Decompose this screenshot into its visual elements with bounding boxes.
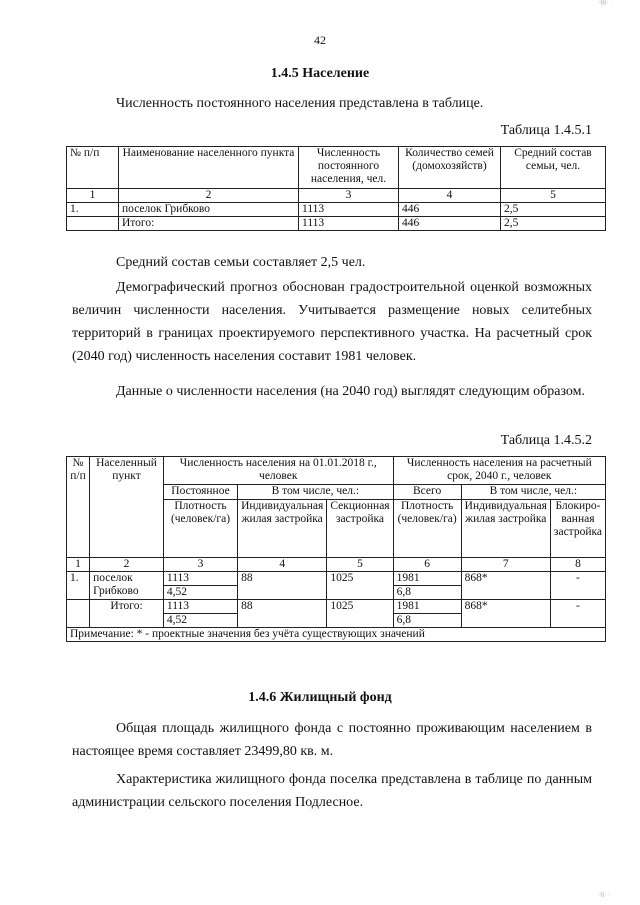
table1-header-cell: Численность постоянного населения, чел. <box>299 147 399 189</box>
table2-row <box>67 572 606 586</box>
table1-row <box>67 203 606 217</box>
population-intro: Численность постоянного населения представлена в таблице. <box>116 96 484 111</box>
housing-area-paragraph: Общая площадь жилищного фонда с постоянно проживающим населением в настоящее время составляет 23499,80 кв. м. <box>72 721 592 759</box>
table2-header-including: В том числе, чел.: <box>238 485 394 500</box>
corner-mark-top: ·(((· · <box>598 0 612 6</box>
table2-cell-pop-future: 1981 <box>393 572 461 586</box>
table2-header-row <box>67 457 606 485</box>
table2-header-individual: Индивидуальная жилая застройка <box>238 500 327 558</box>
forecast-paragraph: Демографический прогноз обоснован градостроительной оценкой возможных величин численности населения. Учитывается размещение новых селитебных территорий в границах проектируемого перспективного участка. На расчетный срок (2040 год) численность населения составит 1981 человек. <box>72 280 592 364</box>
table1-header-row <box>67 147 606 189</box>
table1-cell <box>67 217 119 231</box>
table1-cell: 1. <box>67 203 119 217</box>
table2-cell-name: поселок Грибково <box>90 572 164 600</box>
table1-cell: поселок Грибково <box>119 203 299 217</box>
table2-cell-individual-now: 88 <box>238 572 327 600</box>
table2-index-cell: 5 <box>327 558 393 572</box>
table2-header-including: В том числе, чел.: <box>461 485 605 500</box>
table1-index-cell: 5 <box>501 189 606 203</box>
corner-mark-bottom: ·((· · <box>598 892 610 898</box>
table2-header-density: Плотность (человек/га) <box>393 500 461 558</box>
table2-header-num: № п/п <box>67 457 90 558</box>
table1-cell: 2,5 <box>501 217 606 231</box>
table1-header-cell: № п/п <box>67 147 119 189</box>
table1-index-row <box>67 189 606 203</box>
table1-header-cell: Средний состав семьи, чел. <box>501 147 606 189</box>
housing-characteristic-paragraph: Характеристика жилищного фонда поселка представлена в таблице по данным администрации сельского поселения Подлесное. <box>72 772 592 810</box>
table2-index-cell: 2 <box>90 558 164 572</box>
table2-index-cell: 7 <box>461 558 550 572</box>
table1-cell: 2,5 <box>501 203 606 217</box>
table1-total-row <box>67 217 606 231</box>
forecast-data-paragraph: Данные о численности населения (на 2040 год) выглядят следующим образом. <box>116 384 586 399</box>
table1-cell: 446 <box>399 203 501 217</box>
table2-header-future: Численность населения на расчетный срок, 2040 г., человек <box>393 457 605 485</box>
table2-header-individual: Индивидуальная жилая застройка <box>461 500 550 558</box>
table2-header-total: Всего <box>393 485 461 500</box>
table2-header-current: Численность населения на 01.01.2018 г., человек <box>163 457 393 485</box>
table1-cell: 446 <box>399 217 501 231</box>
table2-cell-density-future: 6,8 <box>393 614 461 628</box>
population-table <box>66 146 606 231</box>
table1-header-cell: Количество семей (домохозяйств) <box>399 147 501 189</box>
table2-cell-density-now: 4,52 <box>163 614 237 628</box>
table2-total-row <box>67 600 606 614</box>
table2-header-blocked: Блокиро-ванная застройка <box>550 500 605 558</box>
table1-index-cell: 4 <box>399 189 501 203</box>
table2-cell-name: Итого: <box>90 600 164 628</box>
table1-index-cell: 1 <box>67 189 119 203</box>
table2-index-cell: 3 <box>163 558 237 572</box>
table1-index-cell: 2 <box>119 189 299 203</box>
table2-cell-pop-now: 1113 <box>163 600 237 614</box>
table2-index-cell: 4 <box>238 558 327 572</box>
table2-header-density: Плотность (человек/га) <box>163 500 237 558</box>
table2-cell-individual-now: 88 <box>238 600 327 628</box>
table1-cell: 1113 <box>299 203 399 217</box>
table2-note: Примечание: * - проектные значения без учёта существующих значений <box>67 628 606 642</box>
table2-cell-density-future: 6,8 <box>393 586 461 600</box>
table2-cell-pop-future: 1981 <box>393 600 461 614</box>
table2-cell-sectional-now: 1025 <box>327 572 393 600</box>
table2-index-cell: 8 <box>550 558 605 572</box>
table1-cell: 1113 <box>299 217 399 231</box>
table1-header-cell: Наименование населенного пункта <box>119 147 299 189</box>
table2-cell-num: 1. <box>67 572 90 600</box>
table1-caption: Таблица 1.4.5.1 <box>500 123 592 138</box>
forecast-table <box>66 456 606 642</box>
table2-note-row <box>67 628 606 642</box>
section-heading-housing: 1.4.6 Жилищный фонд <box>248 690 392 705</box>
table2-cell-blocked-future: - <box>550 600 605 628</box>
table2-index-row <box>67 558 606 572</box>
table2-index-cell: 1 <box>67 558 90 572</box>
page-number: 42 <box>314 33 326 47</box>
table2-cell-pop-now: 1113 <box>163 572 237 586</box>
table2-cell-individual-future: 868* <box>461 572 550 600</box>
section-heading-population: 1.4.5 Население <box>270 66 370 81</box>
table2-header-sectional: Секционная застройка <box>327 500 393 558</box>
table2-index-cell: 6 <box>393 558 461 572</box>
table2-cell-blocked-future: - <box>550 572 605 600</box>
table2-cell-individual-future: 868* <box>461 600 550 628</box>
table2-caption: Таблица 1.4.5.2 <box>500 433 592 448</box>
table2-cell-sectional-now: 1025 <box>327 600 393 628</box>
table2-cell-num <box>67 600 90 628</box>
table2-header-permanent: Постоянное <box>163 485 237 500</box>
table1-index-cell: 3 <box>299 189 399 203</box>
family-size-text: Средний состав семьи составляет 2,5 чел. <box>116 255 366 270</box>
table2-header-settlement: Населенный пункт <box>90 457 164 558</box>
table2-cell-density-now: 4,52 <box>163 586 237 600</box>
table1-cell: Итого: <box>119 217 299 231</box>
